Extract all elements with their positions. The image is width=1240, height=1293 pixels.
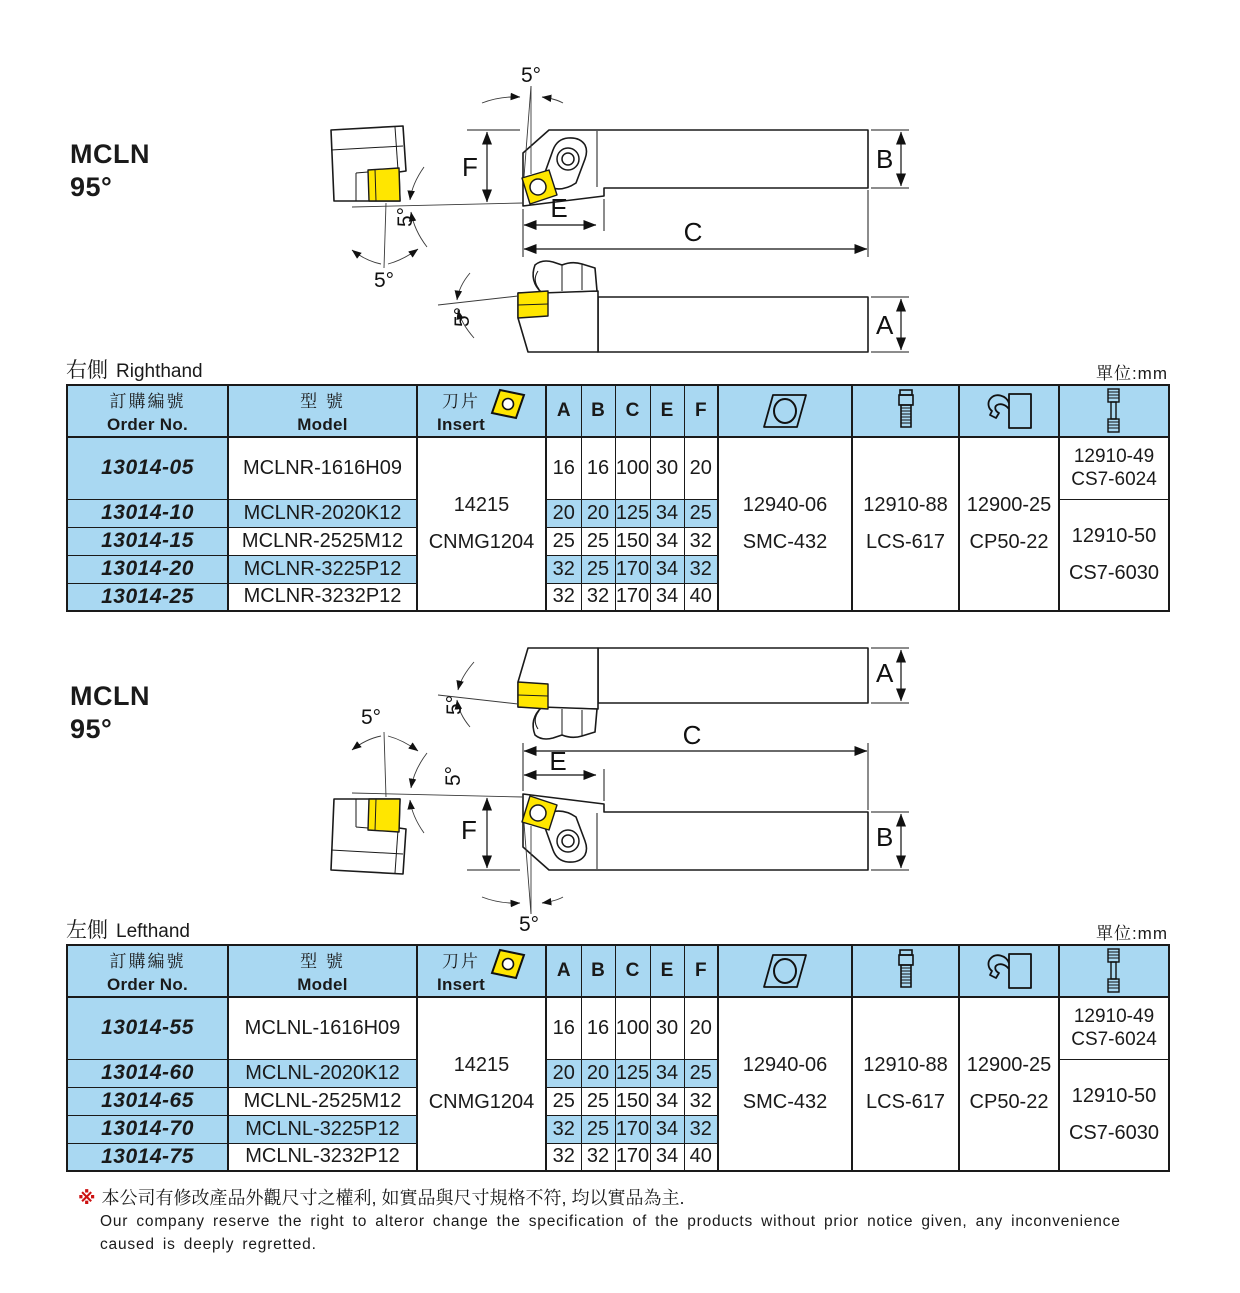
angle-label-endview: 5° xyxy=(360,706,382,729)
unit-label: 單位:mm xyxy=(1095,924,1168,943)
cell-model: MCLNR-1616H09 xyxy=(228,437,417,499)
toolholder-drawing-mirrored xyxy=(331,648,909,914)
dim-label-a: A xyxy=(876,658,894,688)
section-label-zh: 左側 xyxy=(66,919,108,942)
cell-a: 16 xyxy=(546,437,581,499)
cell-b: 25 xyxy=(581,1115,615,1143)
cell-a: 32 xyxy=(546,555,581,583)
cell-e: 30 xyxy=(650,997,684,1059)
col-header-dim-e: E xyxy=(650,945,684,997)
angle-label-endview: 5° xyxy=(373,269,395,292)
dim-label-a: A xyxy=(876,310,894,340)
cell-a: 20 xyxy=(546,499,581,527)
cell-shim: 12940-06 SMC-432 xyxy=(718,997,852,1171)
cell-f: 40 xyxy=(684,1143,718,1171)
dim-label-b: B xyxy=(876,144,894,174)
cell-e: 34 xyxy=(650,527,684,555)
cell-e: 34 xyxy=(650,499,684,527)
cell-e: 34 xyxy=(650,1059,684,1087)
col-header-pin xyxy=(852,945,959,997)
cell-screw: 12910-50 CS7-6030 xyxy=(1059,1059,1169,1171)
dim-label-f: F xyxy=(462,152,478,182)
righthand-section-header xyxy=(66,354,1168,384)
dim-label-c: C xyxy=(683,217,703,247)
cell-order: 13014-05 xyxy=(67,437,228,499)
cell-clamp: 12900-25 CP50-22 xyxy=(959,437,1059,611)
cell-f: 25 xyxy=(684,499,718,527)
righthand-table xyxy=(66,384,1170,612)
angle-label-rake-side: 5° xyxy=(451,306,474,327)
reference-mark: ※ xyxy=(78,1188,96,1208)
col-header-insert: 刀片 Insert xyxy=(417,945,546,997)
col-header-insert: 刀片 Insert xyxy=(417,385,546,437)
cell-f: 32 xyxy=(684,1115,718,1143)
side-view xyxy=(438,648,868,739)
side-view xyxy=(438,261,868,352)
series-angle: 95° xyxy=(70,714,113,744)
angle-label-rake-plan: 5° xyxy=(442,765,465,786)
cell-b: 25 xyxy=(581,527,615,555)
cell-c: 170 xyxy=(615,555,650,583)
cell-insert: 14215 CNMG1204 xyxy=(417,437,546,611)
cell-f: 20 xyxy=(684,997,718,1059)
col-header-dim-b: B xyxy=(581,945,615,997)
series-name: MCLN xyxy=(70,681,150,711)
cell-order: 13014-20 xyxy=(67,555,228,583)
cell-a: 20 xyxy=(546,1059,581,1087)
col-header-shim xyxy=(718,385,852,437)
section-label-en: Righthand xyxy=(116,361,203,382)
screw-icon xyxy=(1104,387,1124,435)
pin-icon xyxy=(893,949,919,993)
dim-label-e: E xyxy=(550,193,568,223)
col-header-dim-a: A xyxy=(546,945,581,997)
shim-icon xyxy=(761,392,809,430)
clamp-shape xyxy=(533,261,597,293)
cell-b: 20 xyxy=(581,1059,615,1087)
cell-insert: 14215 CNMG1204 xyxy=(417,997,546,1171)
cell-c: 170 xyxy=(615,1115,650,1143)
cell-c: 150 xyxy=(615,1087,650,1115)
cell-e: 34 xyxy=(650,1087,684,1115)
cell-c: 100 xyxy=(615,997,650,1059)
cell-f: 32 xyxy=(684,1087,718,1115)
col-header-dim-e: E xyxy=(650,385,684,437)
unit-label: 單位:mm xyxy=(1095,364,1168,383)
angle-label-top: 5° xyxy=(520,64,542,87)
cell-model: MCLNR-3225P12 xyxy=(228,555,417,583)
cell-order: 13014-60 xyxy=(67,1059,228,1087)
footnote-zh: ※ 本公司有修改產品外觀尺寸之權利, 如實品與尺寸規格不符, 均以實品為主. xyxy=(78,1188,685,1208)
series-name: MCLN xyxy=(70,139,150,169)
dim-label-f: F xyxy=(461,815,477,845)
cell-b: 32 xyxy=(581,583,615,611)
series-angle: 95° xyxy=(70,172,113,202)
cell-order: 13014-55 xyxy=(67,997,228,1059)
cell-f: 32 xyxy=(684,555,718,583)
insert-shape xyxy=(368,799,400,832)
cell-c: 125 xyxy=(615,1059,650,1087)
section-label-lefthand xyxy=(66,914,190,944)
angle-label-bottom: 5° xyxy=(518,913,540,936)
cell-b: 25 xyxy=(581,1087,615,1115)
toolholder-drawing xyxy=(331,648,909,914)
cell-a: 32 xyxy=(546,583,581,611)
cell-a: 25 xyxy=(546,527,581,555)
section-label-righthand xyxy=(66,354,203,384)
cell-order: 13014-70 xyxy=(67,1115,228,1143)
dim-label-b: B xyxy=(876,822,894,852)
cell-model: MCLNL-1616H09 xyxy=(228,997,417,1059)
clamp-shape xyxy=(533,707,597,739)
toolholder-drawing xyxy=(331,86,909,352)
col-header-screw xyxy=(1059,945,1169,997)
col-header-dim-b: B xyxy=(581,385,615,437)
cell-model: MCLNR-2525M12 xyxy=(228,527,417,555)
end-view xyxy=(331,732,418,874)
cell-clamp: 12900-25 CP50-22 xyxy=(959,997,1059,1171)
cell-pin: 12910-88 LCS-617 xyxy=(852,997,959,1171)
plan-view xyxy=(352,86,868,247)
cell-model: MCLNR-2020K12 xyxy=(228,499,417,527)
lefthand-diagram xyxy=(0,640,1240,940)
cell-f: 25 xyxy=(684,1059,718,1087)
cell-c: 125 xyxy=(615,499,650,527)
clamp-icon xyxy=(982,391,1036,431)
col-header-clamp xyxy=(959,385,1059,437)
cell-f: 40 xyxy=(684,583,718,611)
pin-icon xyxy=(893,389,919,433)
lefthand-table xyxy=(66,944,1170,1172)
cell-c: 100 xyxy=(615,437,650,499)
col-header-dim-c: C xyxy=(615,385,650,437)
col-header-dim-f: F xyxy=(684,945,718,997)
cell-c: 150 xyxy=(615,527,650,555)
cell-order: 13014-25 xyxy=(67,583,228,611)
plan-view xyxy=(352,753,868,914)
col-header-model: 型 號 Model xyxy=(228,945,417,997)
screw-icon xyxy=(1104,947,1124,995)
cell-order: 13014-65 xyxy=(67,1087,228,1115)
section-label-en: Lefthand xyxy=(116,921,190,942)
footnote-en: Our company reserve the right to alteror change the specification of the products without prior notice given, any inconvenience caused is deeply regretted. xyxy=(100,1213,1121,1253)
cell-model: MCLNL-2525M12 xyxy=(228,1087,417,1115)
cell-order: 13014-15 xyxy=(67,527,228,555)
cell-screw: 12910-49 CS7-6024 xyxy=(1059,997,1169,1059)
cell-b: 20 xyxy=(581,499,615,527)
cell-c: 170 xyxy=(615,1143,650,1171)
cell-c: 170 xyxy=(615,583,650,611)
end-view xyxy=(331,126,418,268)
col-header-model: 型 號 Model xyxy=(228,385,417,437)
cell-a: 32 xyxy=(546,1115,581,1143)
insert-icon xyxy=(490,948,526,980)
cell-model: MCLNR-3232P12 xyxy=(228,583,417,611)
col-header-dim-a: A xyxy=(546,385,581,437)
col-header-dim-c: C xyxy=(615,945,650,997)
cell-screw: 12910-50 CS7-6030 xyxy=(1059,499,1169,611)
cell-e: 30 xyxy=(650,437,684,499)
cell-b: 25 xyxy=(581,555,615,583)
cell-f: 20 xyxy=(684,437,718,499)
cell-b: 16 xyxy=(581,437,615,499)
col-header-order: 訂購編號 Order No. xyxy=(67,385,228,437)
col-header-shim xyxy=(718,945,852,997)
cell-b: 32 xyxy=(581,1143,615,1171)
cell-pin: 12910-88 LCS-617 xyxy=(852,437,959,611)
cell-e: 34 xyxy=(650,555,684,583)
cell-model: MCLNL-3232P12 xyxy=(228,1143,417,1171)
angle-label-rake-plan: 5° xyxy=(394,206,417,227)
cell-model: MCLNL-3225P12 xyxy=(228,1115,417,1143)
cell-e: 34 xyxy=(650,583,684,611)
cell-model: MCLNL-2020K12 xyxy=(228,1059,417,1087)
col-header-order: 訂購編號 Order No. xyxy=(67,945,228,997)
cell-e: 34 xyxy=(650,1115,684,1143)
insert-shape xyxy=(368,168,400,201)
col-header-clamp xyxy=(959,945,1059,997)
clamp-icon xyxy=(982,951,1036,991)
righthand-diagram xyxy=(0,60,1240,360)
cell-a: 32 xyxy=(546,1143,581,1171)
cell-f: 32 xyxy=(684,527,718,555)
col-header-pin xyxy=(852,385,959,437)
cell-order: 13014-75 xyxy=(67,1143,228,1171)
col-header-dim-f: F xyxy=(684,385,718,437)
col-header-screw xyxy=(1059,385,1169,437)
cell-a: 16 xyxy=(546,997,581,1059)
cell-a: 25 xyxy=(546,1087,581,1115)
footnote xyxy=(78,1186,1163,1256)
cell-order: 13014-10 xyxy=(67,499,228,527)
dim-label-e: E xyxy=(549,746,567,776)
shim-icon xyxy=(761,952,809,990)
section-label-zh: 右側 xyxy=(66,359,108,382)
dim-label-c: C xyxy=(682,720,702,750)
angle-label-rake-side: 5° xyxy=(443,694,466,715)
cell-shim: 12940-06 SMC-432 xyxy=(718,437,852,611)
cell-screw: 12910-49 CS7-6024 xyxy=(1059,437,1169,499)
cell-b: 16 xyxy=(581,997,615,1059)
insert-icon xyxy=(490,388,526,420)
lefthand-section-header xyxy=(66,914,1168,944)
cell-e: 34 xyxy=(650,1143,684,1171)
